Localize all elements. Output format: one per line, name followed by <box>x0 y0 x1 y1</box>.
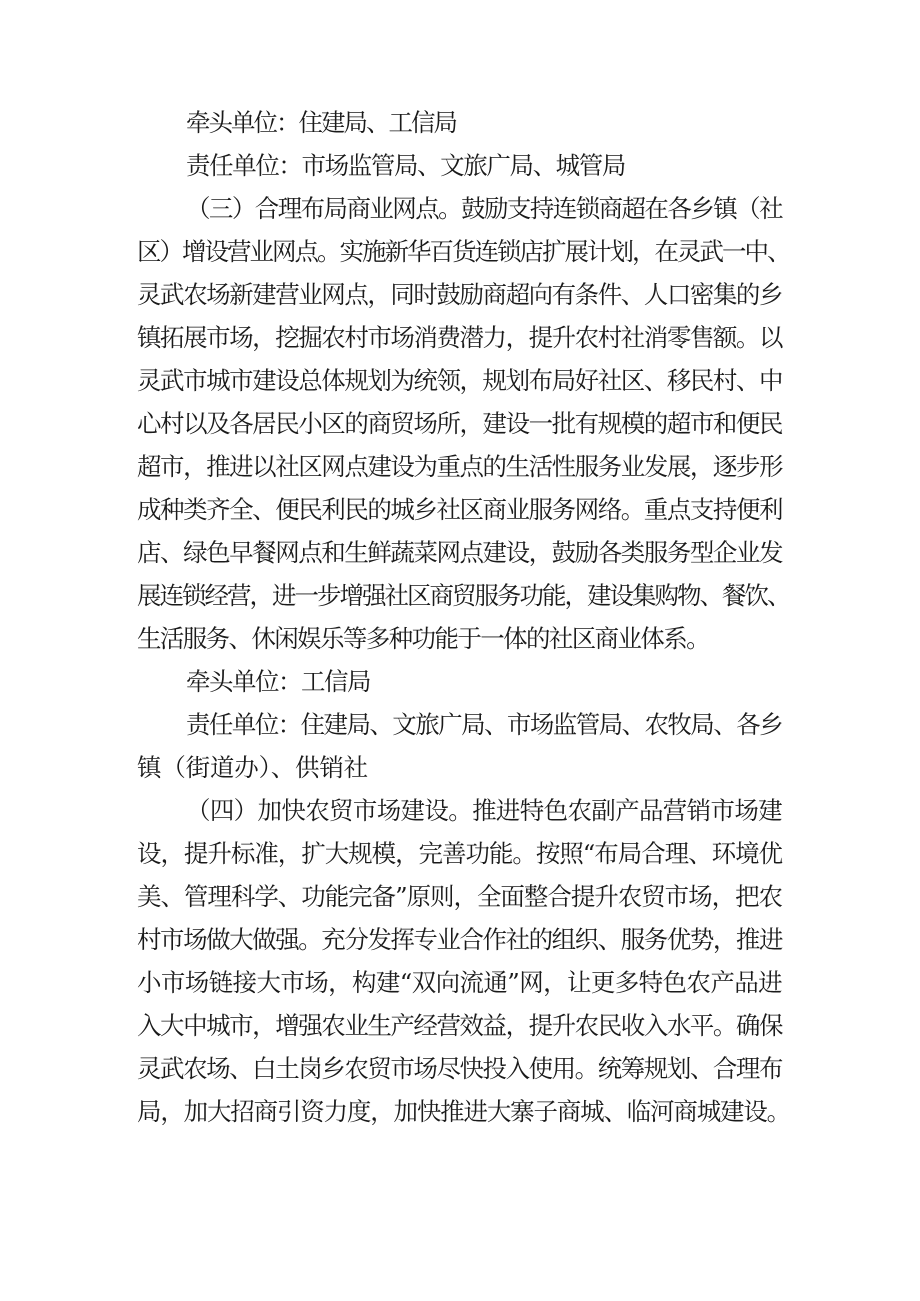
lead-unit-line <box>0 662 920 702</box>
line-text: 设，提升标准，扩大规模，完善功能。按照“布局合理、环境优 <box>137 839 782 868</box>
paragraph-line <box>0 834 920 874</box>
line-text: 牵头单位：工信局 <box>186 667 370 696</box>
paragraph-line <box>0 1049 920 1089</box>
paragraph-line <box>0 318 920 358</box>
line-text: 灵武农场、白土岗乡农贸市场尽快投入使用。统筹规划、合理布 <box>137 1054 782 1083</box>
paragraph-line <box>0 232 920 272</box>
line-text: 镇拓展市场，挖掘农村市场消费潜力，提升农村社消零售额。以 <box>137 323 782 352</box>
responsible-unit-line <box>0 146 920 186</box>
line-text: 心村以及各居民小区的商贸场所，建设一批有规模的超市和便民 <box>137 409 782 438</box>
line-text: 入大中城市，增强农业生产经营效益，提升农民收入水平。确保 <box>137 1011 782 1040</box>
paragraph-line <box>0 533 920 573</box>
line-text: 区）增设营业网点。实施新华百货连锁店扩展计划，在灵武一中、 <box>137 237 790 266</box>
paragraph-line <box>0 877 920 917</box>
line-text: 责任单位：住建局、文旅广局、市场监管局、农牧局、各乡 <box>186 710 782 739</box>
paragraph-line <box>0 1006 920 1046</box>
line-text: 灵武农场新建营业网点，同时鼓励商超向有条件、人口密集的乡 <box>137 280 782 309</box>
paragraph-line <box>0 447 920 487</box>
line-text: （四）加快农贸市场建设。推进特色农副产品营销市场建 <box>186 796 782 825</box>
paragraph-line <box>0 490 920 530</box>
line-text: 成种类齐全、便民利民的城乡社区商业服务网络。重点支持便利 <box>137 495 782 524</box>
paragraph-line <box>0 275 920 315</box>
line-text: 生活服务、休闲娱乐等多种功能于一体的社区商业体系。 <box>137 624 709 653</box>
line-text: 超市，推进以社区网点建设为重点的生活性服务业发展，逐步形 <box>137 452 782 481</box>
line-text: （三）合理布局商业网点。鼓励支持连锁商超在各乡镇（社 <box>186 194 782 223</box>
paragraph-line <box>0 361 920 401</box>
line-text: 牵头单位：住建局、工信局 <box>186 108 456 137</box>
line-text: 展连锁经营，进一步增强社区商贸服务功能，建设集购物、餐饮、 <box>137 581 790 610</box>
line-text: 村市场做大做强。充分发挥专业合作社的组织、服务优势，推进 <box>137 925 782 954</box>
lead-unit-line <box>0 103 920 143</box>
section-heading-3 <box>0 189 920 229</box>
line-text: 镇（街道办）、供销社 <box>137 753 368 782</box>
section-heading-4 <box>0 791 920 831</box>
paragraph-line <box>0 404 920 444</box>
line-text: 小市场链接大市场，构建“双向流通”网，让更多特色农产品进 <box>137 968 782 997</box>
paragraph-line <box>0 748 920 788</box>
line-text: 责任单位：市场监管局、文旅广局、城管局 <box>186 151 625 180</box>
paragraph-line <box>0 920 920 960</box>
line-text: 美、管理科学、功能完备”原则，全面整合提升农贸市场，把农 <box>137 882 782 911</box>
paragraph-line <box>0 1092 920 1132</box>
paragraph-line <box>0 576 920 616</box>
paragraph-line <box>0 619 920 659</box>
line-text: 店、绿色早餐网点和生鲜蔬菜网点建设，鼓励各类服务型企业发 <box>137 538 782 567</box>
responsible-unit-line <box>0 705 920 745</box>
paragraph-line <box>0 963 920 1003</box>
line-text: 灵武市城市建设总体规划为统领，规划布局好社区、移民村、中 <box>137 366 782 395</box>
line-text: 局，加大招商引资力度，加快推进大寨子商城、临河商城建设。 <box>137 1097 790 1126</box>
